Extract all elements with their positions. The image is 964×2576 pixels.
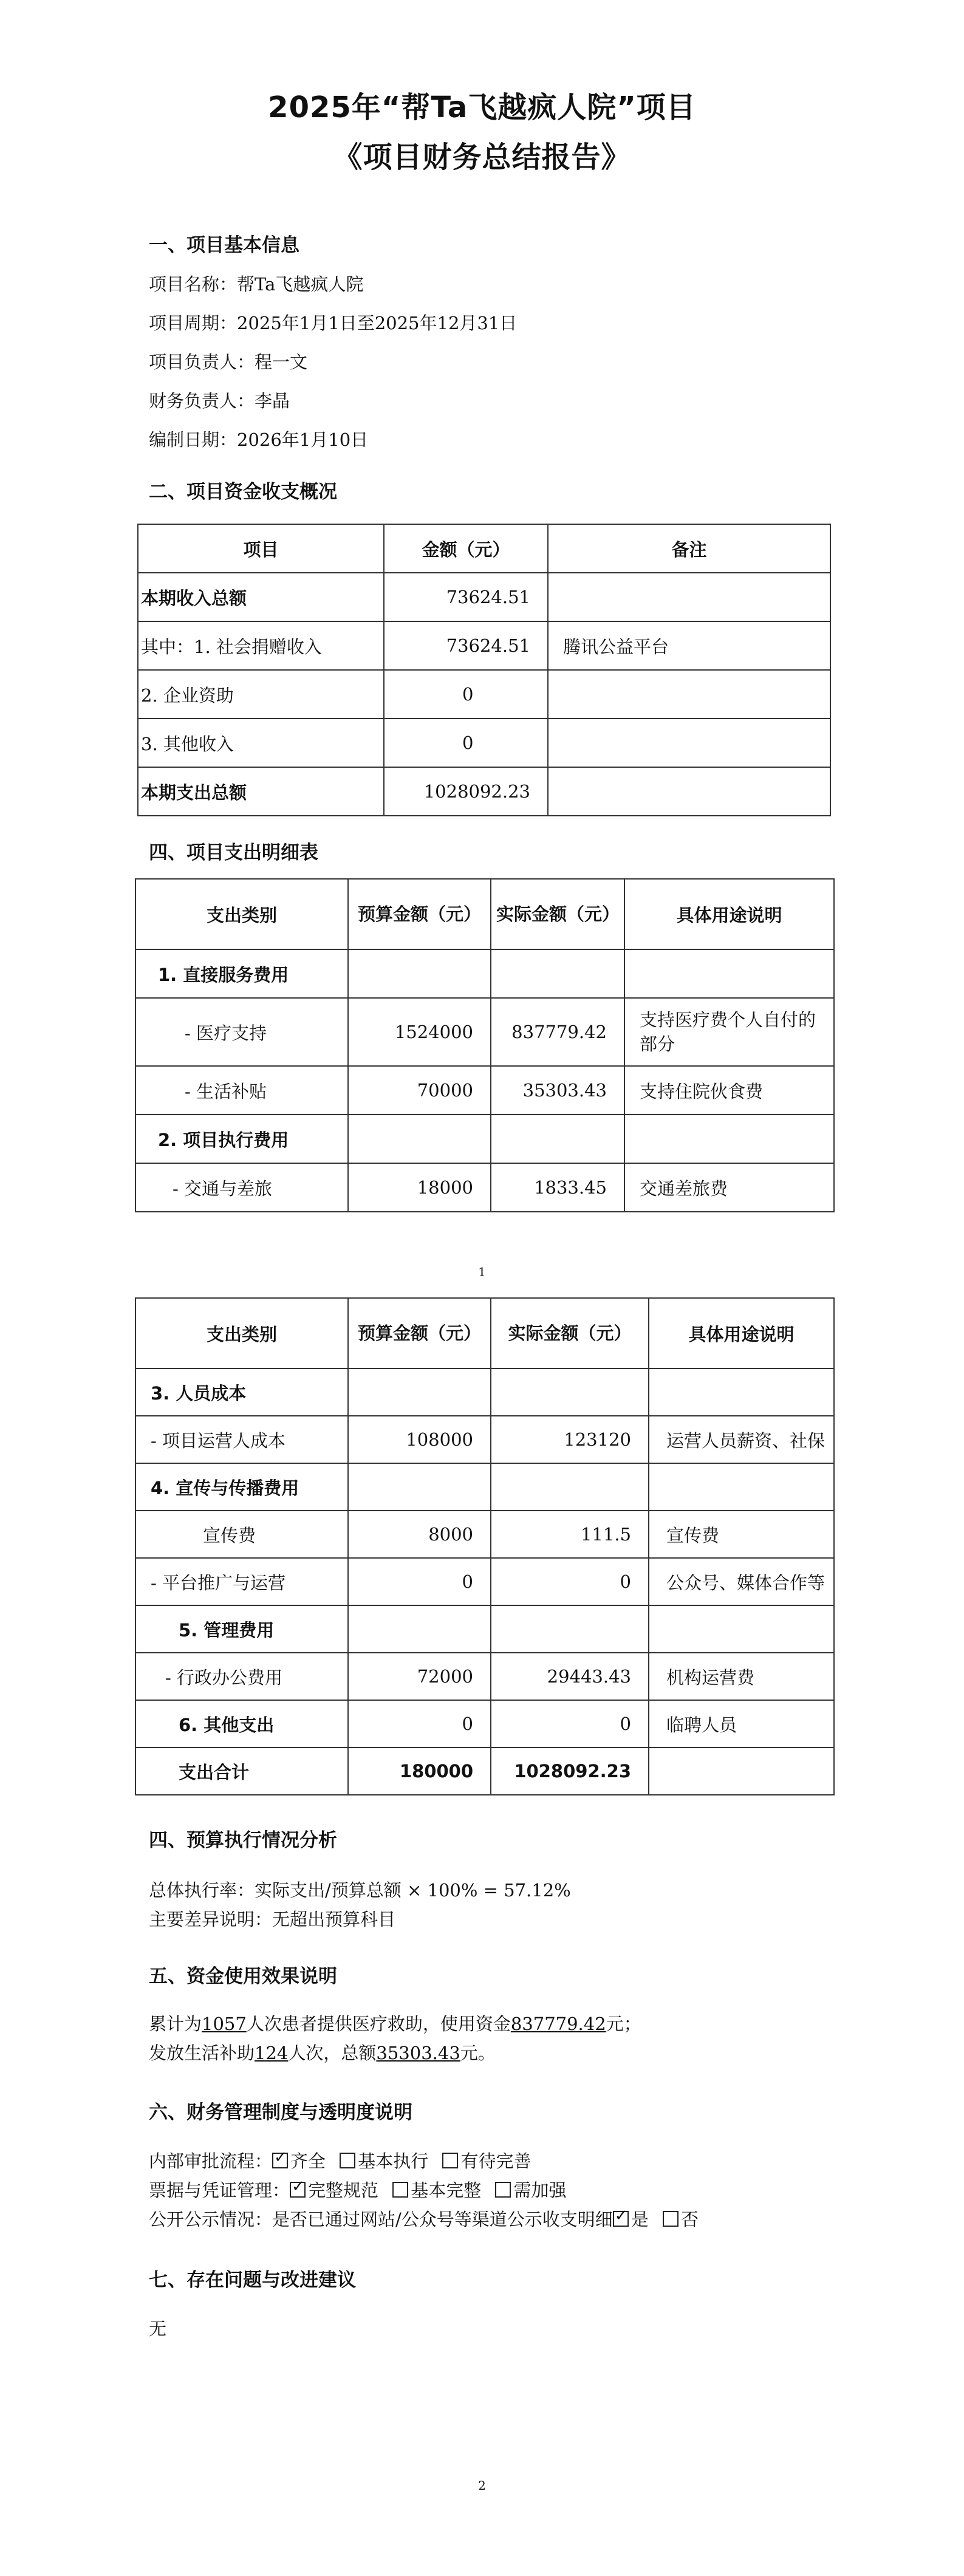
table-row bbox=[138, 621, 830, 670]
detail-cell: 5. 管理费用 bbox=[135, 1605, 348, 1653]
detail-cell: 运营人员薪资、社保 bbox=[649, 1416, 834, 1463]
detail-cell: - 医疗支持 bbox=[135, 998, 348, 1066]
detail-header-actual: 实际金额（元） bbox=[491, 879, 624, 949]
overview-cell: 其中：1. 社会捐赠收入 bbox=[138, 621, 384, 670]
checkbox-icon[interactable] bbox=[392, 2182, 408, 2198]
detail-cell bbox=[649, 1605, 834, 1653]
detail-cell: - 项目运营人成本 bbox=[135, 1416, 348, 1463]
detail-cell: 临聘人员 bbox=[649, 1700, 834, 1748]
detail-cell: - 平台推广与运营 bbox=[135, 1558, 348, 1605]
detail-cell bbox=[348, 949, 491, 998]
effect-medical-amount: 837779.42 bbox=[510, 2014, 606, 2034]
detail-cell: 宣传费 bbox=[135, 1511, 348, 1558]
option-label: 基本完整 bbox=[411, 2180, 482, 2201]
section-effect-heading: 五、资金使用效果说明 bbox=[149, 1966, 337, 1987]
detail-table-part2 bbox=[135, 1297, 835, 1795]
option-label: 是 bbox=[631, 2209, 649, 2230]
effect-subsidy-line bbox=[149, 2040, 496, 2065]
checkbox-icon[interactable] bbox=[340, 2153, 355, 2168]
checkbox-checked-icon[interactable] bbox=[272, 2153, 288, 2168]
detail-header-category: 支出类别 bbox=[135, 879, 348, 949]
detail-cell: 837779.42 bbox=[491, 998, 624, 1066]
detail-cell bbox=[491, 1368, 649, 1416]
overview-cell: 1028092.23 bbox=[384, 767, 548, 816]
table-row bbox=[135, 1558, 834, 1605]
approval-label: 内部审批流程： bbox=[149, 2151, 273, 2171]
detail-cell: 1833.45 bbox=[491, 1163, 624, 1212]
option-label: 齐全 bbox=[290, 2151, 326, 2171]
overview-cell: 腾讯公益平台 bbox=[548, 621, 830, 670]
table-row bbox=[135, 1653, 834, 1700]
project-period: 项目周期：2025年1月1日至2025年12月31日 bbox=[149, 313, 518, 333]
option-label: 有待完善 bbox=[460, 2151, 532, 2171]
overview-cell bbox=[548, 767, 830, 816]
detail-cell: 29443.43 bbox=[491, 1653, 649, 1700]
detail-cell bbox=[649, 1368, 834, 1416]
detail-header-actual: 实际金额（元） bbox=[491, 1298, 649, 1368]
effect-medical-line bbox=[149, 2011, 641, 2035]
compile-date: 编制日期：2026年1月10日 bbox=[149, 429, 369, 450]
effect-subsidy-count: 124 bbox=[255, 2043, 289, 2063]
overview-cell: 2. 企业资助 bbox=[138, 670, 384, 719]
checkbox-icon[interactable] bbox=[495, 2182, 511, 2198]
detail-cell bbox=[348, 1463, 491, 1511]
detail-cell: 支持住院伙食费 bbox=[624, 1066, 834, 1115]
table-row bbox=[135, 1700, 834, 1748]
table-row bbox=[135, 998, 834, 1066]
overview-cell: 本期收入总额 bbox=[138, 573, 384, 621]
detail-cell: 支出合计 bbox=[135, 1748, 348, 1795]
overview-cell: 0 bbox=[384, 719, 548, 767]
effect-text: 人次，总额 bbox=[288, 2043, 377, 2063]
checkbox-checked-icon[interactable] bbox=[290, 2182, 306, 2198]
table-row bbox=[135, 949, 834, 998]
table-row bbox=[135, 1163, 834, 1212]
checkbox-icon[interactable] bbox=[663, 2211, 679, 2227]
section-management-heading: 六、财务管理制度与透明度说明 bbox=[149, 2102, 412, 2123]
detail-cell: - 交通与差旅 bbox=[135, 1163, 348, 1212]
overview-cell: 3. 其他收入 bbox=[138, 719, 384, 767]
option-label: 基本执行 bbox=[358, 2151, 429, 2171]
detail-cell: 18000 bbox=[348, 1163, 491, 1212]
overview-table bbox=[137, 524, 831, 816]
detail-cell: 180000 bbox=[348, 1748, 491, 1795]
overview-cell: 本期支出总额 bbox=[138, 767, 384, 816]
overview-header-amount: 金额（元） bbox=[384, 524, 548, 573]
table-row bbox=[135, 1463, 834, 1511]
public-label: 公开公示情况：是否已通过网站/公众号等渠道公示收支明细 bbox=[149, 2209, 613, 2230]
detail-cell: 宣传费 bbox=[649, 1511, 834, 1558]
effect-patient-count: 1057 bbox=[202, 2014, 247, 2034]
option-label: 完整规范 bbox=[308, 2180, 379, 2201]
page-number: 2 bbox=[478, 2478, 486, 2493]
detail-cell: 0 bbox=[491, 1558, 649, 1605]
overview-cell bbox=[548, 719, 830, 767]
section-basic-info-heading: 一、项目基本信息 bbox=[149, 234, 299, 256]
section-overview-heading: 二、项目资金收支概况 bbox=[149, 481, 337, 503]
page-number: 1 bbox=[478, 1265, 486, 1279]
detail-cell bbox=[348, 1368, 491, 1416]
table-row bbox=[135, 1416, 834, 1463]
table-row bbox=[135, 1066, 834, 1115]
detail-cell: 111.5 bbox=[491, 1511, 649, 1558]
issues-content: 无 bbox=[149, 2318, 167, 2339]
table-row bbox=[138, 719, 830, 767]
table-row bbox=[135, 1605, 834, 1653]
section-detail-heading: 四、项目支出明细表 bbox=[149, 842, 318, 864]
report-title-line1: 2025年“帮Ta飞越疯人院”项目 bbox=[268, 91, 696, 125]
effect-text: 累计为 bbox=[149, 2014, 202, 2034]
detail-cell bbox=[348, 1605, 491, 1653]
detail-cell: 公众号、媒体合作等 bbox=[649, 1558, 834, 1605]
table-row bbox=[135, 1115, 834, 1163]
detail-cell: 8000 bbox=[348, 1511, 491, 1558]
table-row bbox=[138, 670, 830, 719]
table-row bbox=[138, 767, 830, 816]
checkbox-checked-icon[interactable] bbox=[613, 2211, 629, 2227]
detail-cell bbox=[348, 1115, 491, 1163]
detail-cell: 1028092.23 bbox=[491, 1748, 649, 1795]
voucher-label: 票据与凭证管理： bbox=[149, 2180, 290, 2201]
table-row bbox=[135, 1368, 834, 1416]
detail-cell: 0 bbox=[348, 1700, 491, 1748]
detail-cell: - 行政办公费用 bbox=[135, 1653, 348, 1700]
detail-cell bbox=[624, 949, 834, 998]
detail-cell: 1. 直接服务费用 bbox=[135, 949, 348, 998]
detail-cell: 6. 其他支出 bbox=[135, 1700, 348, 1748]
detail-header-purpose: 具体用途说明 bbox=[649, 1298, 834, 1368]
table-row bbox=[135, 1748, 834, 1795]
checkbox-icon[interactable] bbox=[442, 2153, 458, 2168]
detail-header-purpose: 具体用途说明 bbox=[624, 879, 834, 949]
detail-cell bbox=[491, 1605, 649, 1653]
detail-cell bbox=[491, 1463, 649, 1511]
option-label: 需加强 bbox=[513, 2180, 567, 2201]
execution-rate: 总体执行率：实际支出/预算总额 × 100% = 57.12% bbox=[149, 1880, 571, 1901]
overview-cell: 73624.51 bbox=[384, 621, 548, 670]
variance-note: 主要差异说明：无超出预算科目 bbox=[149, 1909, 396, 1930]
detail-cell bbox=[649, 1463, 834, 1511]
detail-cell: 72000 bbox=[348, 1653, 491, 1700]
detail-table-part1 bbox=[135, 878, 835, 1212]
effect-text: 元； bbox=[606, 2014, 641, 2034]
option-label: 否 bbox=[681, 2209, 699, 2230]
table-row bbox=[135, 1511, 834, 1558]
detail-cell bbox=[649, 1748, 834, 1795]
detail-header-category: 支出类别 bbox=[135, 1298, 348, 1368]
detail-cell: 交通差旅费 bbox=[624, 1163, 834, 1212]
detail-cell: 70000 bbox=[348, 1066, 491, 1115]
overview-cell: 0 bbox=[384, 670, 548, 719]
detail-cell: 机构运营费 bbox=[649, 1653, 834, 1700]
detail-cell bbox=[491, 1115, 624, 1163]
public-line bbox=[149, 2206, 699, 2231]
overview-cell: 73624.51 bbox=[384, 573, 548, 621]
detail-cell bbox=[491, 949, 624, 998]
detail-cell: 2. 项目执行费用 bbox=[135, 1115, 348, 1163]
table-row bbox=[138, 573, 830, 621]
effect-text: 元。 bbox=[460, 2043, 496, 2063]
detail-header-budget: 预算金额（元） bbox=[348, 879, 491, 949]
project-leader: 项目负责人：程一文 bbox=[149, 352, 308, 372]
detail-cell bbox=[624, 1115, 834, 1163]
detail-cell: 0 bbox=[491, 1700, 649, 1748]
effect-subsidy-amount: 35303.43 bbox=[376, 2043, 460, 2063]
finance-leader: 财务负责人：李晶 bbox=[149, 391, 290, 411]
detail-cell: 123120 bbox=[491, 1416, 649, 1463]
detail-cell: 支持医疗费个人自付的部分 bbox=[624, 998, 834, 1066]
detail-cell: 3. 人员成本 bbox=[135, 1368, 348, 1416]
effect-text: 人次患者提供医疗救助，使用资金 bbox=[246, 2014, 511, 2034]
effect-text: 发放生活补助 bbox=[149, 2043, 255, 2063]
detail-cell: 108000 bbox=[348, 1416, 491, 1463]
approval-line bbox=[149, 2148, 532, 2173]
detail-cell: 4. 宣传与传播费用 bbox=[135, 1463, 348, 1511]
overview-header-item: 项目 bbox=[138, 524, 384, 573]
detail-cell: 0 bbox=[348, 1558, 491, 1605]
voucher-line bbox=[149, 2177, 567, 2202]
report-title-line2: 《项目财务总结报告》 bbox=[333, 140, 631, 174]
section-budget-heading: 四、预算执行情况分析 bbox=[149, 1830, 337, 1851]
overview-header-note: 备注 bbox=[548, 524, 830, 573]
overview-cell bbox=[548, 670, 830, 719]
project-name: 项目名称：帮Ta飞越疯人院 bbox=[149, 274, 364, 295]
detail-cell: 35303.43 bbox=[491, 1066, 624, 1115]
section-issues-heading: 七、存在问题与改进建议 bbox=[149, 2269, 356, 2291]
overview-cell bbox=[548, 573, 830, 621]
detail-cell: - 生活补贴 bbox=[135, 1066, 348, 1115]
detail-header-budget: 预算金额（元） bbox=[348, 1298, 491, 1368]
detail-cell: 1524000 bbox=[348, 998, 491, 1066]
